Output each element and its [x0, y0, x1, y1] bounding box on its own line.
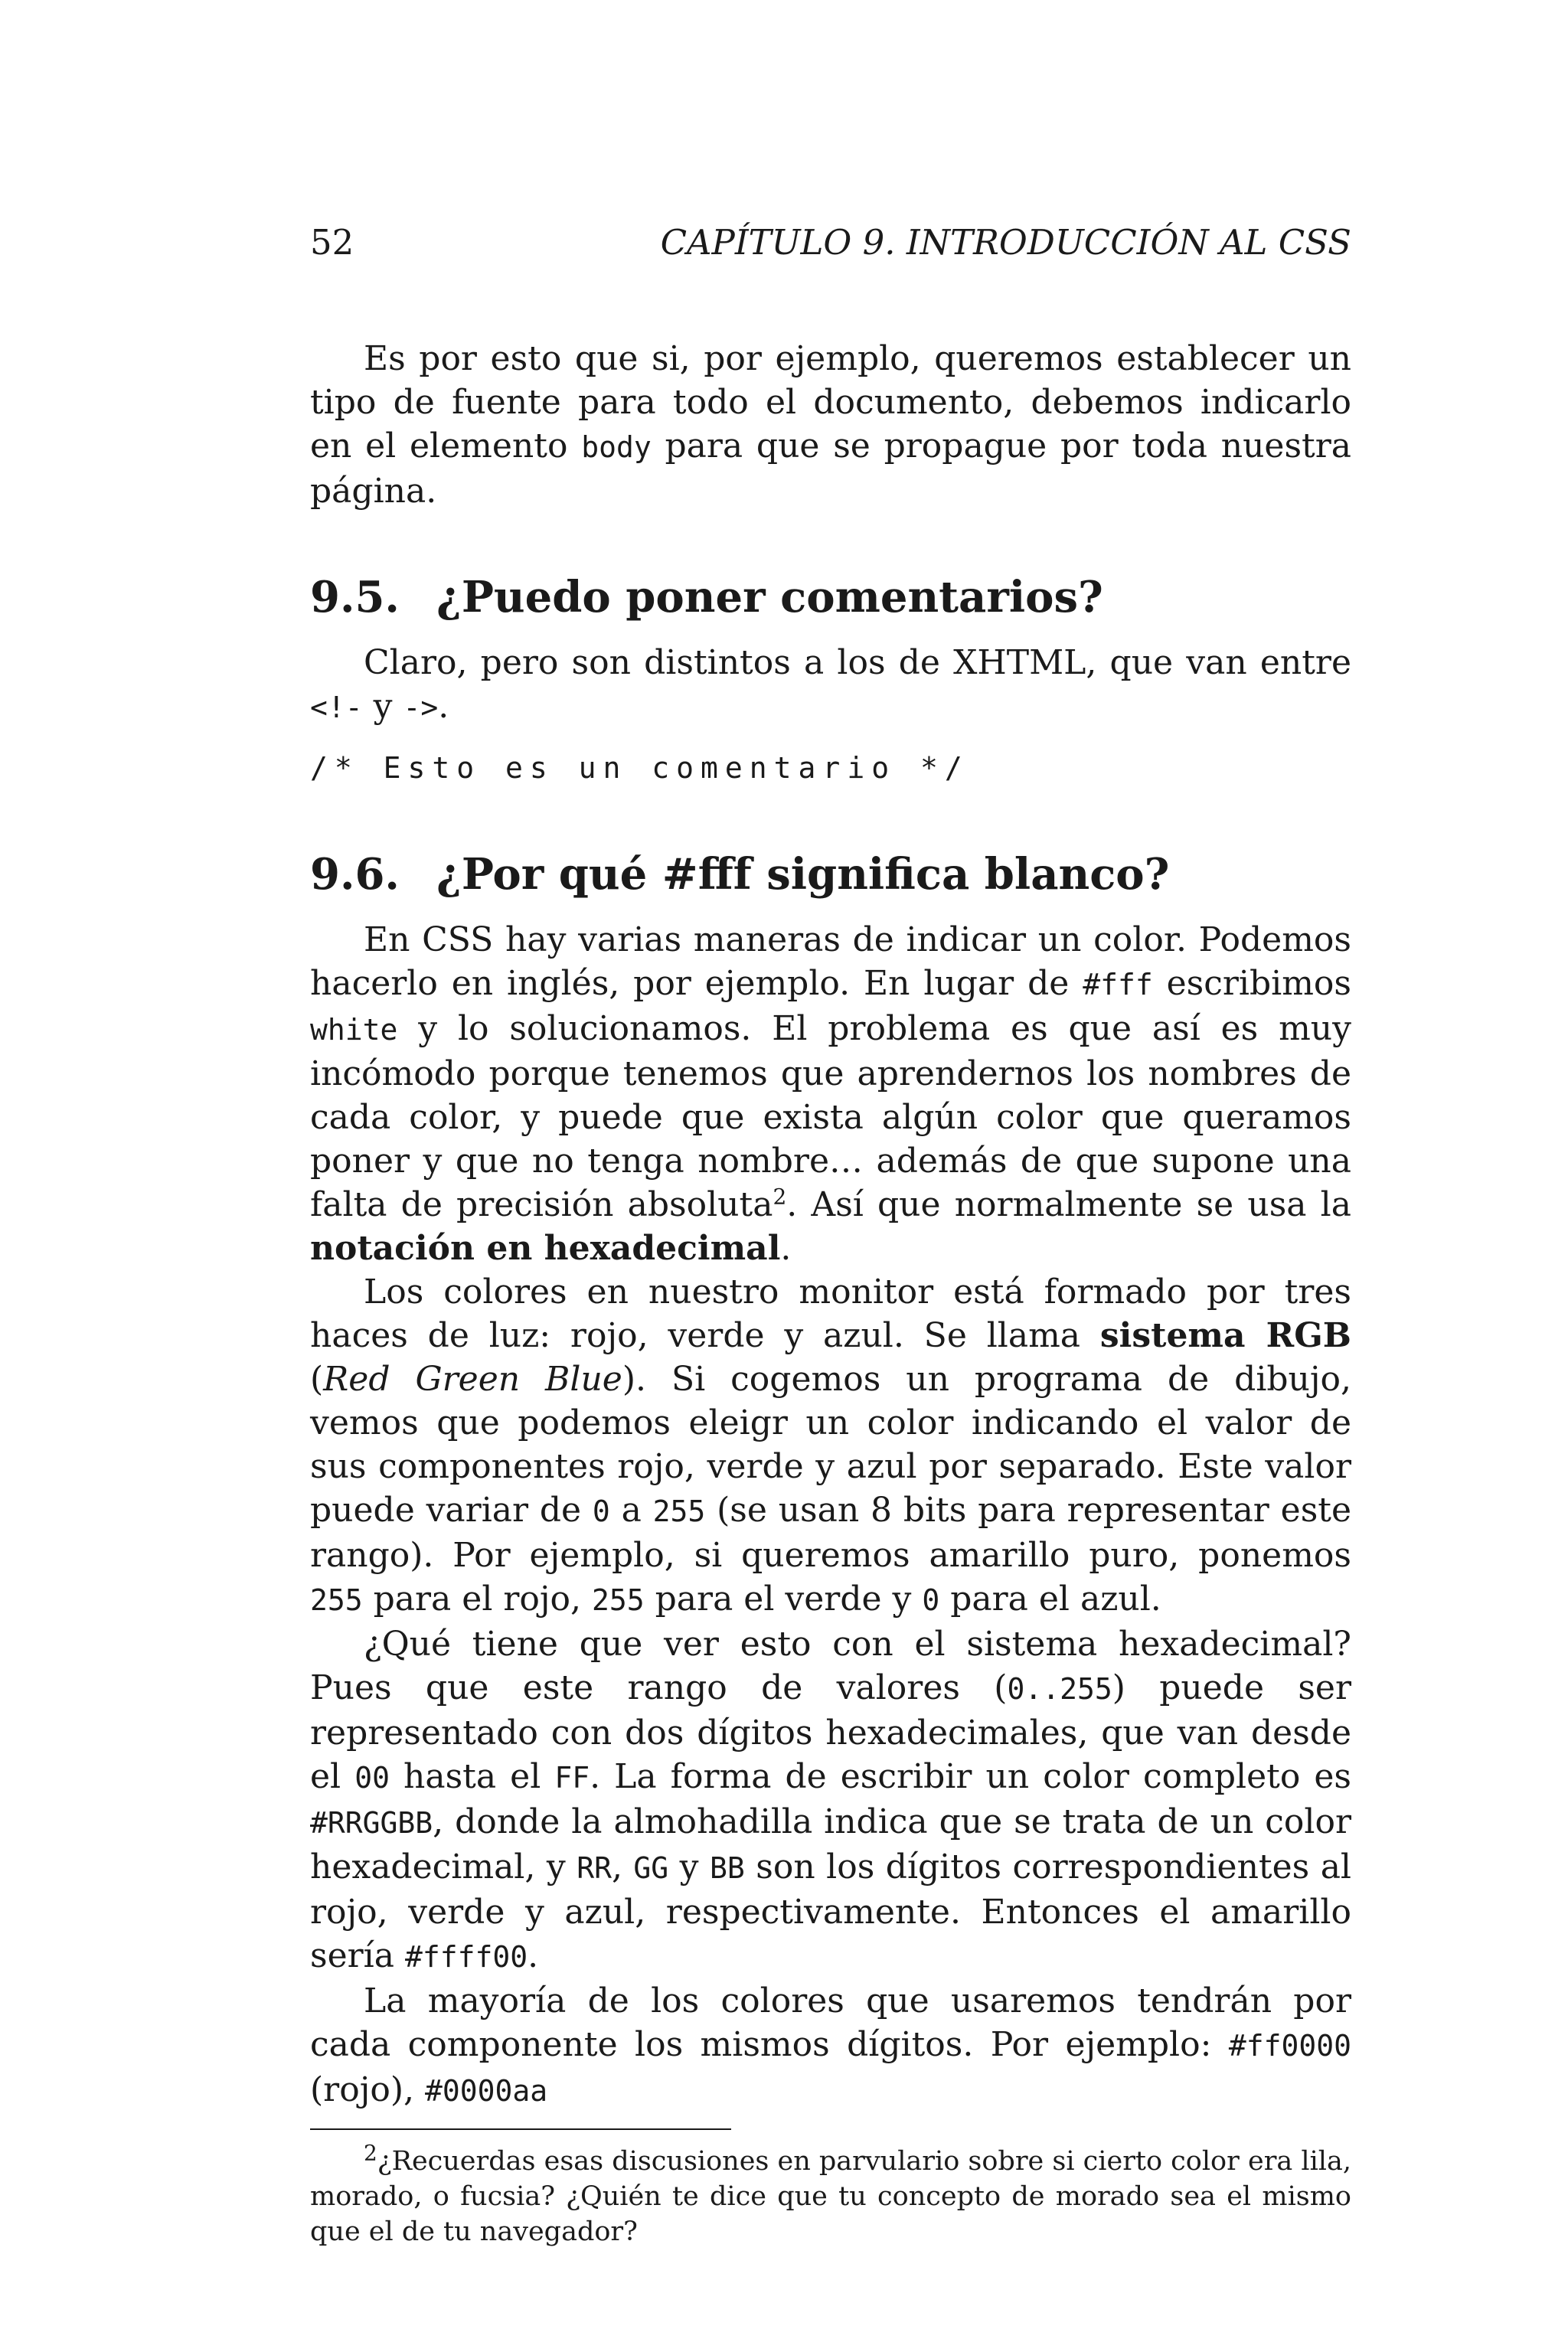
book-page [310, 222, 1351, 2249]
inline-code: RR [577, 1851, 612, 1885]
intro-text: para que se propague por toda nuestra página. [310, 426, 1351, 511]
inline-code: #fff [1083, 968, 1153, 1001]
section-title: ¿Puedo poner comentarios? [436, 572, 1103, 622]
inline-code: body [581, 430, 652, 464]
paragraph-text: . [438, 687, 449, 726]
chapter-title: CAPÍTULO 9. INTRODUCCIÓN AL CSS [660, 222, 1351, 263]
paragraph-text: . [780, 1229, 792, 1268]
paragraph-text: Los colores en nuestro monitor está formado por tres haces de luz: rojo, verde y azul. Se llama [310, 1272, 1351, 1355]
paragraph-text: , donde la almohadilla indica que se trata de un color hexadecimal, y [310, 1802, 1351, 1886]
inline-code: #ffff00 [404, 1940, 528, 1974]
inline-code: -> [403, 691, 439, 724]
inline-code: 255 [310, 1583, 363, 1617]
paragraph-text: a [609, 1491, 653, 1530]
footnote-text: ¿Recuerdas esas discusiones en parvulario sobre si cierto color era lila, morado, o fucsia? ¿Quién te dice que tu concepto de morado sea el mismo que el de tu navegador? [310, 2146, 1351, 2247]
paragraph-text: ¿Qué tiene que ver esto con el sistema hexadecimal? Pues que este rango de valores ( [310, 1625, 1351, 1707]
section-number: 9.6. [310, 849, 400, 900]
section-heading-9-6 [310, 849, 1351, 900]
paragraph-text: . La forma de escribir un color completo es [590, 1757, 1351, 1796]
inline-code: 0 [922, 1583, 940, 1617]
paragraph-text: para el azul. [939, 1579, 1161, 1619]
paragraph-text: para el rojo, [362, 1579, 593, 1619]
paragraph-text: y lo solucionamos. El problema es que así es muy incómodo porque tenemos que aprendernos los nombres de cada color, y puede que exista algún color que queramos poner y que no tenga nombre… además de que supone una falta de precisión absoluta [310, 1009, 1351, 1224]
paragraph-text: escribimos [1152, 964, 1351, 1003]
footnote-mark: 2 [364, 2140, 377, 2166]
paragraph-text: En CSS hay varias maneras de indicar un color. Podemos hacerlo en inglés, por ejemplo. En lugar de [310, 920, 1351, 1003]
paragraph-text: ) puede ser representado con dos dígitos hexadecimales, que van desde el [310, 1668, 1351, 1796]
inline-code: 0 [592, 1494, 610, 1528]
color-paragraph-4 [310, 1979, 1351, 2113]
bold-term: notación en hexadecimal [310, 1229, 781, 1268]
inline-code: 255 [652, 1494, 706, 1528]
color-paragraph-1 [310, 918, 1351, 1270]
paragraph-text: ( [310, 1360, 324, 1399]
section-number: 9.5. [310, 572, 400, 622]
paragraph-text: , [611, 1847, 634, 1886]
paragraph-text: Claro, pero son distintos a los de XHTML, que van entre [364, 643, 1351, 682]
comments-paragraph [310, 641, 1351, 730]
paragraph-text: y [362, 687, 403, 726]
paragraph-text: . [528, 1936, 539, 1975]
footnote-divider [310, 2128, 731, 2130]
paragraph-text: son los dígitos correspondientes al rojo, verde y azul, respectivamente. Entonces el amarillo sería [310, 1847, 1351, 1975]
page-body [310, 337, 1351, 2113]
bold-term: sistema RGB [1099, 1316, 1351, 1355]
inline-code: #ff0000 [1228, 2029, 1351, 2063]
paragraph-text: (se usan 8 bits para representar este rango). Por ejemplo, si queremos amarillo puro, ponemos [310, 1491, 1351, 1575]
footnote [310, 2140, 1351, 2249]
paragraph-text: y [668, 1847, 710, 1886]
inline-code: BB [710, 1851, 745, 1885]
paragraph-text: . Así que normalmente se usa la [786, 1185, 1351, 1224]
inline-code: #0000aa [424, 2074, 548, 2108]
paragraph-text: (rojo), [310, 2070, 425, 2109]
inline-code: 00 [354, 1761, 390, 1795]
inline-code: FF [554, 1761, 590, 1795]
paragraph-text: hasta el [389, 1757, 555, 1796]
inline-code: <!- [310, 691, 363, 724]
color-paragraph-2 [310, 1270, 1351, 1622]
code-example: /* Esto es un comentario */ [310, 751, 969, 785]
section-title: ¿Por qué #fff significa blanco? [436, 849, 1170, 900]
section-heading-9-5 [310, 572, 1351, 622]
paragraph-text: para el verde y [644, 1579, 923, 1619]
inline-code: GG [633, 1851, 669, 1885]
inline-code: 0..255 [1007, 1672, 1112, 1706]
italic-term: Red Green Blue [323, 1360, 622, 1399]
page-number: 52 [310, 222, 354, 263]
running-header [310, 222, 1351, 283]
intro-paragraph [310, 337, 1351, 513]
inline-code: white [310, 1013, 398, 1047]
paragraph-text: La mayoría de los colores que usaremos tendrán por cada componente los mismos dígitos. Por ejemplo: [310, 1981, 1351, 2064]
footnote-reference[interactable]: 2 [773, 1184, 787, 1210]
color-paragraph-3 [310, 1622, 1351, 1979]
inline-code: #RRGGBB [310, 1806, 433, 1840]
inline-code: 255 [592, 1583, 645, 1617]
intro-text: Es por esto que si, por ejemplo, queremos establecer un tipo de fuente para todo el documento, debemos indicarlo en el elemento [310, 339, 1351, 466]
paragraph-text: ). Si cogemos un programa de dibujo, vemos que podemos eleigr un color indicando el valor de sus componentes rojo, verde y azul por separado. Este valor puede variar de [310, 1360, 1352, 1530]
